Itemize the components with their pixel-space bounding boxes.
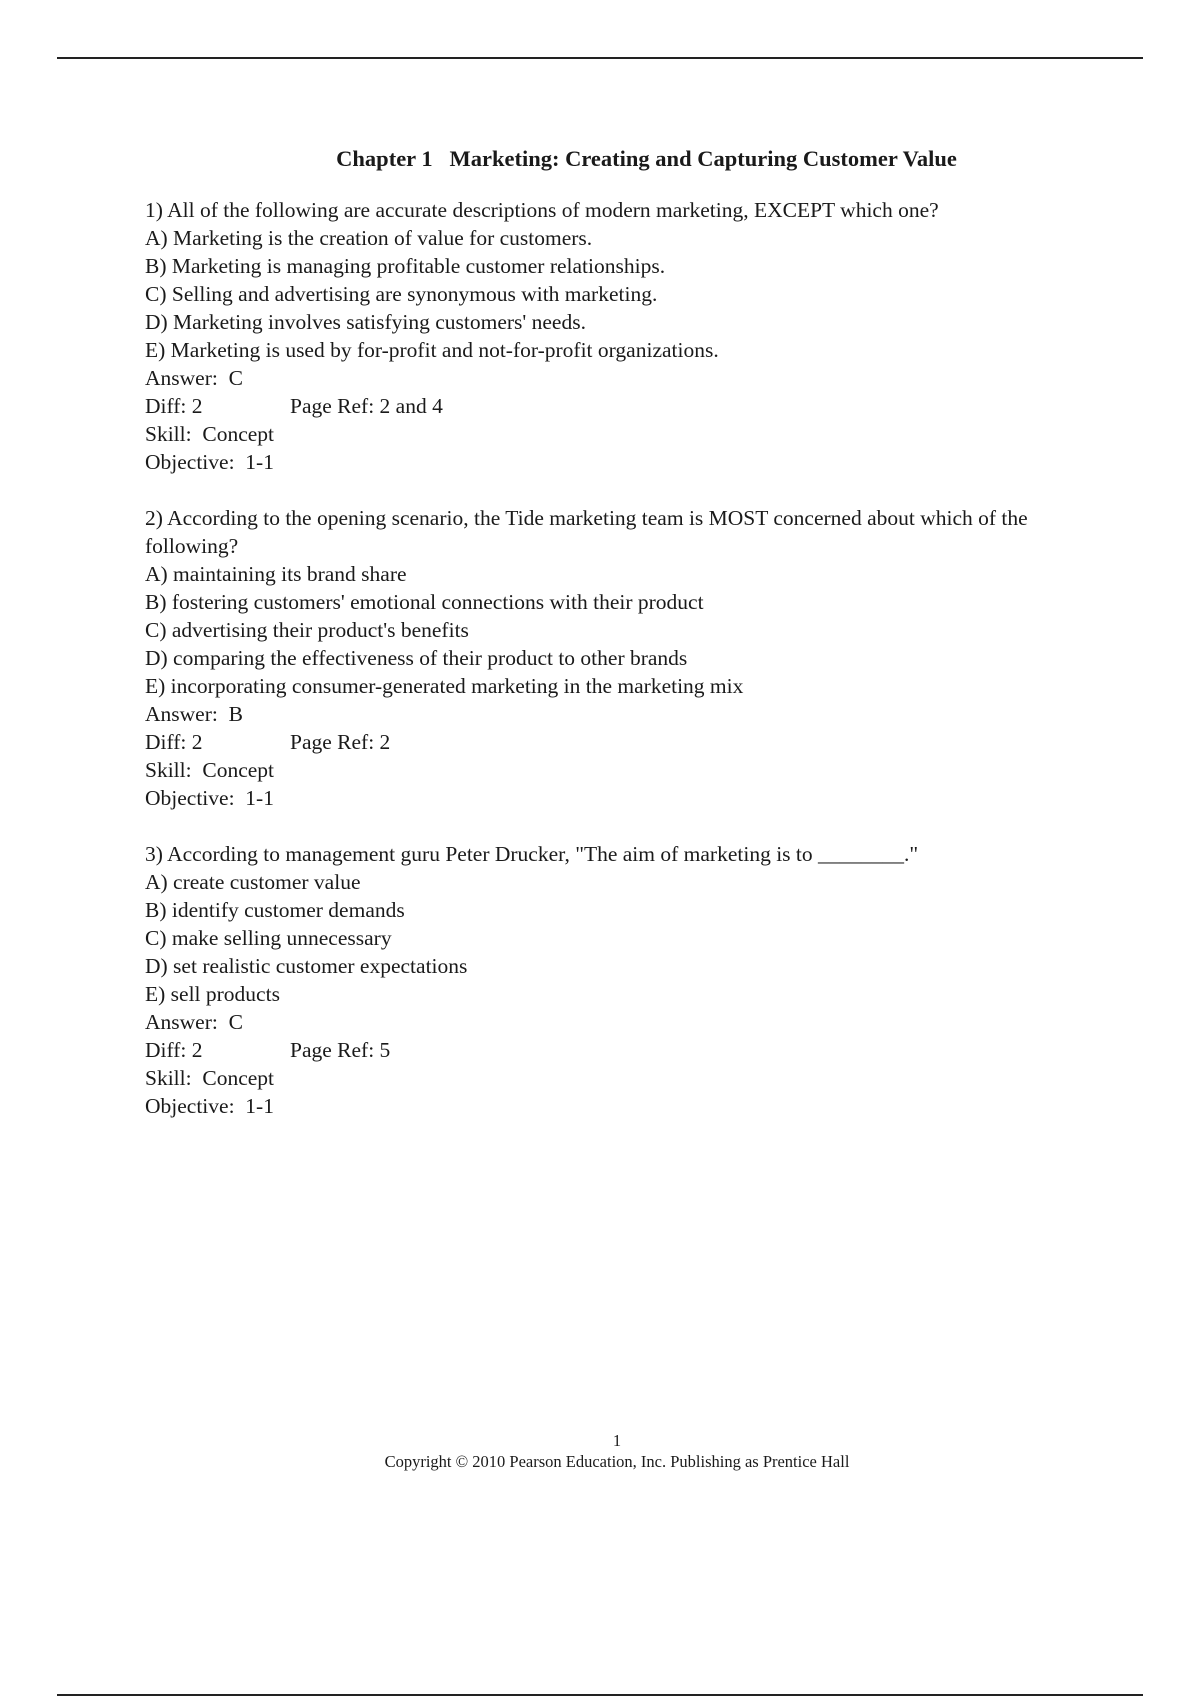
diff-row: [145, 1036, 1100, 1064]
question-1: [145, 196, 1100, 476]
skill: Skill: Concept: [145, 758, 274, 782]
option-e: E) Marketing is used by for-profit and not-for-profit organizations.: [145, 338, 719, 362]
diff-row: [145, 392, 1100, 420]
skill: Skill: Concept: [145, 1066, 274, 1090]
objective: Objective: 1-1: [145, 786, 274, 810]
page-footer: [0, 1430, 1200, 1472]
option-c: C) Selling and advertising are synonymous with marketing.: [145, 282, 658, 306]
option-b: B) identify customer demands: [145, 898, 405, 922]
question-2: [145, 504, 1100, 812]
difficulty: Diff: 2: [145, 394, 203, 418]
answer: Answer: B: [145, 702, 243, 726]
option-e: E) incorporating consumer-generated marketing in the marketing mix: [145, 674, 744, 698]
difficulty: Diff: 2: [145, 730, 203, 754]
skill: Skill: Concept: [145, 422, 274, 446]
document-body: [145, 142, 1100, 1148]
option-d: D) comparing the effectiveness of their product to other brands: [145, 646, 688, 670]
option-c: C) advertising their product's benefits: [145, 618, 469, 642]
option-a: A) create customer value: [145, 870, 361, 894]
chapter-title: Chapter 1 Marketing: Creating and Capturing Customer Value: [336, 146, 957, 171]
page-number: 1: [612, 1431, 622, 1450]
copyright-notice: Copyright © 2010 Pearson Education, Inc. Publishing as Prentice Hall: [384, 1452, 850, 1471]
option-c: C) make selling unnecessary: [145, 926, 392, 950]
option-b: B) Marketing is managing profitable customer relationships.: [145, 254, 666, 278]
option-b: B) fostering customers' emotional connections with their product: [145, 590, 704, 614]
question-stem: 3) According to management guru Peter Drucker, "The aim of marketing is to ________.": [145, 842, 919, 866]
option-a: A) maintaining its brand share: [145, 562, 407, 586]
difficulty: Diff: 2: [145, 1038, 203, 1062]
option-d: D) Marketing involves satisfying customers' needs.: [145, 310, 586, 334]
option-d: D) set realistic customer expectations: [145, 954, 468, 978]
page-ref: Page Ref: 2 and 4: [290, 394, 443, 418]
question-3: [145, 840, 1100, 1120]
objective: Objective: 1-1: [145, 450, 274, 474]
answer: Answer: C: [145, 366, 243, 390]
diff-row: [145, 728, 1100, 756]
objective: Objective: 1-1: [145, 1094, 274, 1118]
option-a: A) Marketing is the creation of value for customers.: [145, 226, 593, 250]
question-stem: 2) According to the opening scenario, the Tide marketing team is MOST concerned about which of the following?: [145, 506, 1034, 558]
question-stem: 1) All of the following are accurate descriptions of modern marketing, EXCEPT which one?: [145, 198, 939, 222]
page-ref: Page Ref: 2: [290, 730, 391, 754]
option-e: E) sell products: [145, 982, 280, 1006]
bottom-rule: [57, 1694, 1143, 1696]
top-rule: [57, 57, 1143, 59]
page-ref: Page Ref: 5: [290, 1038, 391, 1062]
answer: Answer: C: [145, 1010, 243, 1034]
